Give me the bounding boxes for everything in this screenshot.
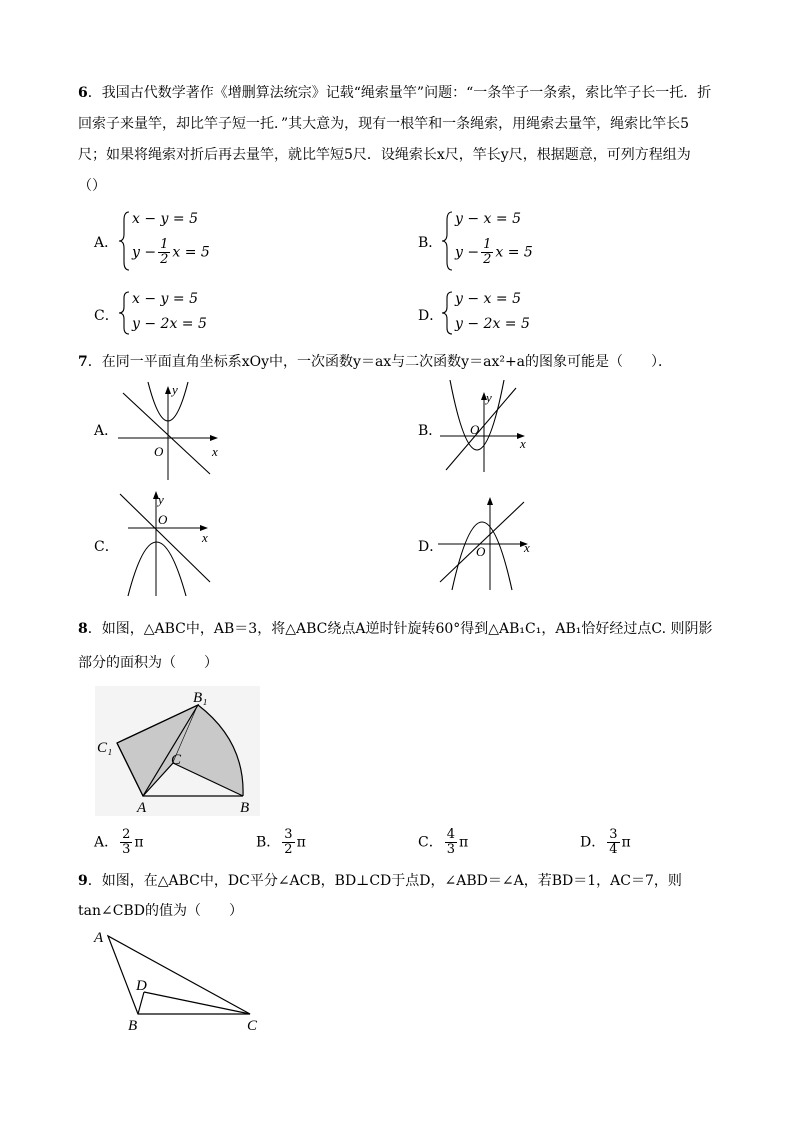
q7-text: ．在同一平面直角坐标系xOy中，一次函数y＝ax与二次函数y＝ax²+a的图象可能是（ ）． <box>87 354 673 370</box>
q8-option-a[interactable]: A． $\frac{2}{3}$ π <box>94 827 144 857</box>
q7-graph-d <box>438 494 548 594</box>
q6-option-b-eq1: y − x = 5 <box>455 211 521 227</box>
q6-line2: 回索子来量竿，却比竿子短一托．”其大意为，现有一根竿和一条绳索，用绳索去量竿，绳索比竿长5 <box>78 116 690 132</box>
q7b-x-label: x <box>520 436 526 451</box>
q9-label-b: B <box>128 1018 138 1034</box>
question-7 <box>78 347 743 378</box>
q9-label-d: D <box>136 978 147 994</box>
question-9 <box>78 866 743 926</box>
q7-graph-a <box>118 380 228 480</box>
q6-option-c[interactable]: C． <box>94 308 119 324</box>
q9-number: 9 <box>78 873 88 889</box>
q8-label-a: A <box>137 800 147 816</box>
q6-option-b-eq2: y − $\frac{1}{2}$ x = 5 <box>455 237 533 267</box>
q7c-y-label: y <box>158 492 164 507</box>
q7-option-b[interactable]: B． <box>418 423 443 439</box>
q8-option-c[interactable]: C． $\frac{4}{3}$ π <box>418 827 469 857</box>
q6-option-c-eq2: y − 2x = 5 <box>132 316 207 332</box>
q7-number: 7 <box>78 354 88 370</box>
q8-label-c1: C₁ <box>97 740 113 756</box>
q9-label-c: C <box>247 1018 258 1034</box>
q8-option-b[interactable]: B． $\frac{3}{2}$ π <box>256 827 306 857</box>
q7a-origin-label: O <box>154 444 164 459</box>
q8-label-b: B <box>240 800 250 816</box>
q6-option-a-brace <box>118 210 132 272</box>
q6-option-d[interactable]: D． <box>418 308 444 324</box>
q7b-y-label: y <box>486 390 492 405</box>
q6-option-d-eq2: y − 2x = 5 <box>455 316 530 332</box>
q6-option-d-brace <box>441 290 455 336</box>
q6-option-c-brace <box>118 290 132 336</box>
q8-text-line1: ．如图，△ABC中，AB＝3，将△ABC绕点A逆时针旋转60°得到△AB₁C₁，AB₁恰好经过点C. 则阴影 <box>87 621 713 637</box>
q6-option-b-brace <box>441 210 455 272</box>
q6-number: 6 <box>78 85 88 101</box>
q7-option-a[interactable]: A． <box>94 423 119 439</box>
question-6 <box>78 78 743 202</box>
q7a-y-label: y <box>172 382 178 397</box>
q6-line3: 尺；如果将绳索对折后再去量竿，就比竿短5尺．设绳索长x尺，竿长y尺，根据题意，可列方程组为 <box>78 147 691 163</box>
q6-line1: 6．我国古代数学著作《增删算法统宗》记载“绳索量竿”问题：“一条竿子一条索，索比竿子长一托．折 <box>78 85 712 101</box>
q6-option-d-eq1: y − x = 5 <box>455 291 521 307</box>
question-8 <box>78 612 743 680</box>
q9-figure <box>90 926 270 1036</box>
q6-option-a-eq2: y − $\frac{1}{2}$ x = 5 <box>132 237 210 267</box>
q7d-x-label: x <box>524 540 530 555</box>
q7c-origin-label: O <box>158 512 168 527</box>
q6-line4: （） <box>78 178 106 194</box>
q7b-origin-label: O <box>470 422 480 437</box>
q8-text-line2: 部分的面积为（ ） <box>78 655 218 671</box>
q7-option-c[interactable]: C． <box>94 539 119 555</box>
q8-option-d[interactable]: D． $\frac{3}{4}$ π <box>580 827 631 857</box>
q8-label-c: C <box>171 752 182 768</box>
q7a-x-label: x <box>212 444 218 459</box>
q6-option-a-eq1: x − y = 5 <box>132 211 198 227</box>
q9-label-a: A <box>94 930 104 946</box>
q9-text-line2: tan∠CBD的值为（ ） <box>78 903 243 919</box>
q6-option-b[interactable]: B． <box>418 235 443 251</box>
q7c-x-label: x <box>202 530 208 545</box>
q7-graph-b <box>440 380 550 475</box>
q8-number: 8 <box>78 621 88 637</box>
q9-text-line1: ．如图，在△ABC中，DC平分∠ACB，BD⊥CD于点D，∠ABD＝∠A，若BD＝1，AC＝7，则 <box>87 873 682 889</box>
q7-graph-c <box>118 488 228 598</box>
q8-figure <box>95 686 260 816</box>
q6-option-a[interactable]: A． <box>94 235 119 251</box>
q7-option-d[interactable]: D． <box>418 539 444 555</box>
q7d-origin-label: O <box>476 544 486 559</box>
q6-option-c-eq1: x − y = 5 <box>132 291 198 307</box>
q8-label-b1: B₁ <box>193 690 208 706</box>
